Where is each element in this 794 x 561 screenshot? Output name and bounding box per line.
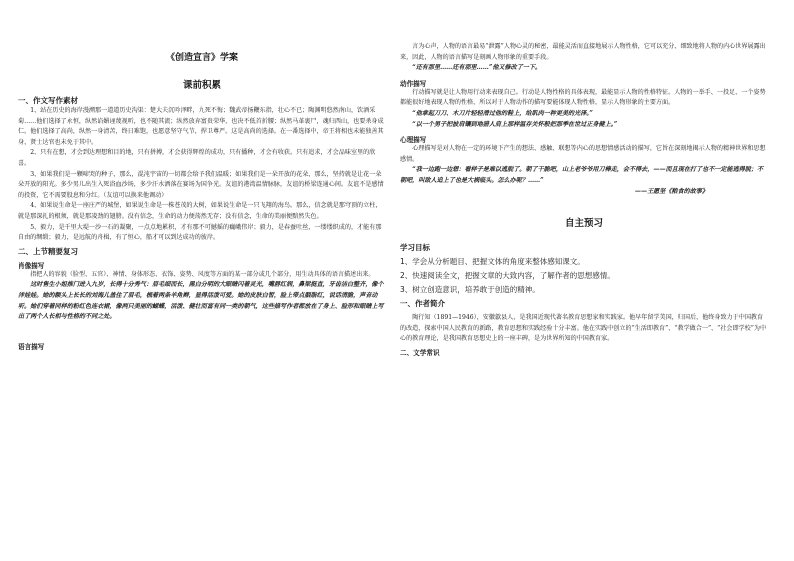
goal-2: 2、快速阅读全文，把握文章的大致内容，了解作者的思想感情。 bbox=[400, 271, 615, 281]
right-column bbox=[400, 0, 768, 561]
section-title-pre-class: 课前积累 bbox=[182, 80, 221, 91]
portrait-description: 指把人的容貌（脸型、五官）、神情、身体形态、衣饰、姿势、风度等方面的某一部分或几个部分，用生动具体的语言描述出来。 bbox=[30, 270, 375, 278]
author-description: 陶行知（1891—1946），安徽歙县人，是我国近现代著名教育思想家和实践家。他早年留学美国，归国后，他终身致力于中国教育的改造，探索中国人民教育的新路，教育思想和实践经验十分丰富。他在实践中创立的“生活即教育”、“教学做合一”、“社会即学校”为中心的教育理论，是我国教育思想史上的一座丰碑，是为世界所知的中国教育家。 bbox=[400, 314, 767, 343]
action-quote-2: “以一个男子把披肩镶到地猎人肩上那样温存关怀般把那季在世过正身健上。” bbox=[412, 120, 618, 128]
portrait-quote: 这时售生小姐推门进入九岁，长得十分秀气：眉毛细而长，黑白分明的大眼睛闪着灵光，嘴唇红润，鼻梁挺直，牙齿洁白整齐，像个洋娃娃。她的额头上长长的刘海儿盖住了眉毛，梳着两条羊角辫，显得活泼可爱。她的皮肤白皙，脸上带点胭脂红，说话清脆，声音动听。她们穿着同样的粉红色连衣裙，像两只美丽的蝴蝶，活泼、健壮而富有同一类的朝气，这些描写作者都放在了身上、脸形和眼睛上写出了两个人长相与性格的不同之处。 bbox=[18, 281, 384, 321]
language-description: 言为心声，人物的语言最易“泄露”人物心灵的秘密，最能灵活而直接地展示人物性格，它可以充分、细致地将人物的内心世界展露出来，因此，人物的语言描写是刻画人物形象的重要手段。 bbox=[400, 43, 766, 61]
psychology-quote-source: ——王愿坚《粮食的故事》 bbox=[634, 187, 708, 195]
action-quote-1: “他拿起刀刀、木刀片轻轻滑过他的鞋上，给肌肉一种更美的光泽。” bbox=[412, 109, 593, 117]
doc-title: 《创造宣言》学案 bbox=[165, 53, 238, 63]
material-paragraph-1: 1、站在历史的海岸漫溯那一道道历史沟渠：楚大夫沉吟泽畔，九死不悔；魏武帝扬鞭东指，壮心不已；陶渊明悠然南山，饮酒采菊……他们选择了永恒，纵然谄媚诬蔑视听，也不随其流；纵然放弃富贵荣华，也决不低首折腰；纵然马革裹尸，魂归西山，也要杀身成仁。他们选择了高尚，纵然一身清苦，终日难饱，也愿意坚守气节，捍卫尊严。这是高尚的选择。在一番选择中，帝王将相也未能独善其身，贤士达官也未免于其中。 bbox=[18, 107, 384, 146]
heading-literature: 二、文学常识 bbox=[400, 348, 440, 357]
material-paragraph-5: 5、毅力，是千里大堤一沙一石的凝聚，一点点地累积，才有那不可撼摇的巍峨伟岸；毅力，是春蚕吐丝，一缕缕织成的，才能有那自由的绸缎；毅力，是远航的舟楫，有了恒心，船才可以到达成功的彼岸。 bbox=[18, 223, 382, 242]
language-quote: “还有那里……还有那里……”他又修改了一下。 bbox=[412, 64, 542, 72]
heading-learning-goals: 学习目标 bbox=[400, 243, 430, 253]
heading-author: 一、作者简介 bbox=[400, 299, 445, 309]
heading-review: 二、上节精要复习 bbox=[18, 246, 78, 256]
goal-3: 3、树立创造意识，培养敢于创造的精神。 bbox=[400, 285, 540, 295]
section-title-self-study: 自主预习 bbox=[564, 218, 603, 230]
heading-action: 动作描写 bbox=[400, 79, 427, 88]
material-paragraph-4: 4、如果说生命是一座庄严的城堡，如果说生命是一株苍茂的大树，如果说生命是一只飞翔的海鸟。那么，信念就是那穹顶的立柱，就是那深扎的根须，就是那凌劲的翅膀。没有信念，生命的动力便荡然无存；没有信念，生命的美丽便黯然失色。 bbox=[18, 202, 382, 220]
action-description: 行动描写就是让人物用行动来表现自己。行动是人物性格的具体表现，最能显示人物的性格特征。人物的一举手、一投足、一个姿势都能很好地表现人物的性格，所以对于人物动作的描写要能体现人物性格，显示人物形象的主要方面。 bbox=[400, 88, 766, 107]
psychology-description: 心理描写是对人物在一定的环境下产生的想法、感触、联想等内心的思想情感活动的描写，它旨在深刻地揭示人物的精神世界和思想感情。 bbox=[400, 145, 766, 163]
heading-psychology: 心理描写 bbox=[400, 136, 427, 145]
psychology-quote: “我一边跑一边想：看样子是难以逃脱了。朝了干脆吧，山上老爷爷用刀棒走，会不得去，——而且现在打了也不一定能逃得脱；不朝吧，叫敌人追上了也是大祸临头。怎么办呢？……” bbox=[400, 166, 764, 184]
goal-1: 1、学会从分析题目、把握文体的角度来整体感知课文。 bbox=[400, 257, 585, 267]
material-paragraph-2: 2、只有在想，才会到达理想和目的地，只有拼搏，才会获得辉煌的成功，只有播种，才会有收获。只有追求，才会品味室里的欣喜。 bbox=[18, 149, 376, 167]
heading-portrait: 肖像描写 bbox=[18, 261, 45, 270]
material-paragraph-3: 3、如果我们是一颗啼哭的种子，那么，混沌宇宙的一切都会给予我们温暖；如果我们是一朵开放的花朵，那么，坚持就是让花一朵朵开放的阳光。多少男儿出生入死浴血沙场，多少汗水洒落在赛场为国争光。友谊的港湾温情脉脉，友谊的桥梁连通心间。友谊不是感情的投资，它不需要股息和分红。（友谊可以换来他调动） bbox=[18, 170, 384, 199]
heading-language: 语言描写 bbox=[18, 342, 45, 351]
left-column bbox=[18, 0, 386, 561]
heading-writing-material: 一、作文写作素材 bbox=[18, 96, 78, 105]
